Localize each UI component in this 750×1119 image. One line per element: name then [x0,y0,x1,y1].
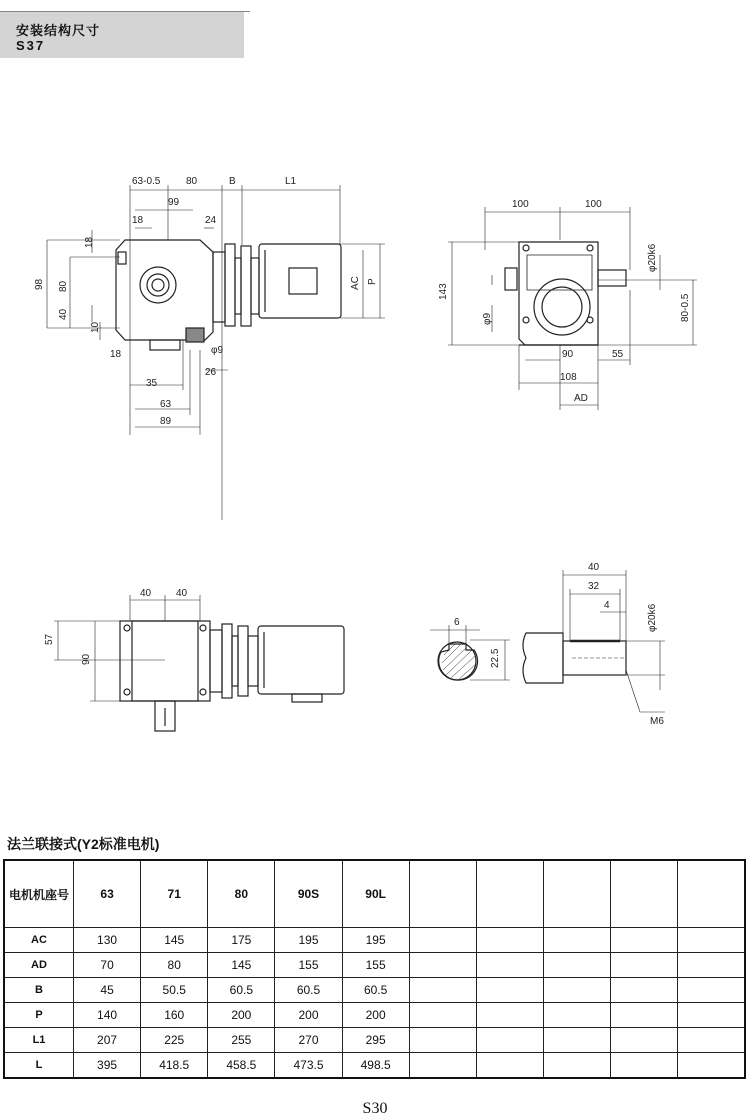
row-label: L [4,1053,74,1079]
shaft-section-drawing [438,642,478,680]
table-cell: 295 [342,1028,409,1053]
table-cell [543,978,610,1003]
table-cell: 160 [141,1003,208,1028]
svg-text:φ20k6: φ20k6 [647,243,658,272]
table-cell [409,978,476,1003]
svg-text:80-0.5: 80-0.5 [680,293,691,322]
svg-text:80: 80 [58,280,69,292]
table-cell: 155 [275,953,342,978]
table-cell: 45 [74,978,141,1003]
table-cell [409,1028,476,1053]
table-cell: 395 [74,1053,141,1079]
table-cell [543,1053,610,1079]
svg-text:24: 24 [205,215,217,226]
svg-text:40: 40 [58,308,69,320]
page-number: S30 [362,1100,388,1117]
table-cell [409,1003,476,1028]
svg-text:80: 80 [186,176,198,187]
table-cell: 200 [208,1003,275,1028]
table-cell [476,978,543,1003]
svg-text:M6: M6 [650,716,664,727]
svg-text:18: 18 [84,236,95,248]
table-header-row [4,860,745,928]
table-cell [678,978,745,1003]
table-cell: 473.5 [275,1053,342,1079]
table-cell [611,1028,678,1053]
svg-text:10: 10 [90,321,101,333]
row-label: P [4,1003,74,1028]
table-cell: 80 [141,953,208,978]
table-cell: 175 [208,928,275,953]
row-label: AC [4,928,74,953]
column-header: 63 [74,860,141,928]
svg-text:AD: AD [574,393,588,404]
table-cell: 60.5 [342,978,409,1003]
table-row [4,928,745,953]
table-cell: 60.5 [275,978,342,1003]
table-cell: 155 [342,953,409,978]
table-row [4,953,745,978]
svg-text:108: 108 [560,372,577,383]
svg-text:18: 18 [110,349,122,360]
svg-text:89: 89 [160,416,172,427]
table-cell [611,978,678,1003]
svg-text:100: 100 [512,199,529,210]
column-header: 71 [141,860,208,928]
table-cell: 225 [141,1028,208,1053]
side-view-dimensions [438,199,697,410]
svg-text:B: B [229,176,236,187]
table-cell [611,928,678,953]
column-header [476,860,543,928]
table-cell [678,1053,745,1079]
column-header: 90S [275,860,342,928]
table-cell: 200 [342,1003,409,1028]
row-label: B [4,978,74,1003]
svg-text:99: 99 [168,197,180,208]
svg-text:90: 90 [562,349,574,360]
top-view-dimensions [44,588,200,701]
table-cell: 207 [74,1028,141,1053]
table-cell [611,1053,678,1079]
table-cell [678,953,745,978]
table-cell: 270 [275,1028,342,1053]
svg-text:26: 26 [205,367,217,378]
svg-text:32: 32 [588,581,600,592]
shaft-detail-dimensions [563,562,665,727]
table-cell: 50.5 [141,978,208,1003]
table-cell [678,1028,745,1053]
side-view-drawing [505,242,626,345]
column-header: 90L [342,860,409,928]
svg-text:φ9: φ9 [482,312,493,325]
dimension-table [3,859,746,1079]
svg-text:P: P [367,278,378,285]
table-cell: 60.5 [208,978,275,1003]
section-title: 安装结构尺寸 [16,23,101,38]
table-cell: 145 [208,953,275,978]
table-cell [476,928,543,953]
svg-text:φ20k6: φ20k6 [647,603,658,632]
table-cell [409,928,476,953]
shaft-detail-drawing [523,633,626,683]
table-cell: 195 [342,928,409,953]
row-label: L1 [4,1028,74,1053]
svg-text:55: 55 [612,349,624,360]
column-header [409,860,476,928]
front-view-dimensions [34,176,385,520]
table-cell [476,1003,543,1028]
row-label: AD [4,953,74,978]
svg-text:40: 40 [176,588,188,599]
column-header [678,860,745,928]
table-row [4,1003,745,1028]
svg-text:6: 6 [454,617,460,628]
table-cell: 418.5 [141,1053,208,1079]
svg-text:4: 4 [604,600,610,611]
table-cell: 498.5 [342,1053,409,1079]
svg-text:φ9: φ9 [211,345,224,356]
table-cell [678,928,745,953]
svg-text:90: 90 [81,653,92,665]
svg-text:100: 100 [585,199,602,210]
top-view-drawing [120,621,344,731]
table-cell [611,953,678,978]
column-header: 80 [208,860,275,928]
table-cell [543,928,610,953]
table-cell [476,953,543,978]
column-header [611,860,678,928]
table-cell [543,1028,610,1053]
table-cell [409,1053,476,1079]
table-row [4,978,745,1003]
table-cell: 458.5 [208,1053,275,1079]
svg-text:63: 63 [160,399,172,410]
table-cell [409,953,476,978]
table-cell [678,1003,745,1028]
svg-text:22.5: 22.5 [490,648,501,668]
svg-text:L1: L1 [285,176,297,187]
svg-text:18: 18 [132,215,144,226]
table-cell: 145 [141,928,208,953]
svg-text:40: 40 [140,588,152,599]
svg-text:AC: AC [350,276,361,290]
table-cell [611,1003,678,1028]
table-cell [543,953,610,978]
table-cell: 130 [74,928,141,953]
table-cell [476,1053,543,1079]
table-cell [543,1003,610,1028]
model-code: S37 [16,38,46,53]
table-cell: 200 [275,1003,342,1028]
table-cell [476,1028,543,1053]
svg-text:57: 57 [44,633,55,645]
svg-text:143: 143 [438,283,449,300]
table-cell: 70 [74,953,141,978]
table-cell: 255 [208,1028,275,1053]
table-cell: 195 [275,928,342,953]
table-cell: 140 [74,1003,141,1028]
column-header [543,860,610,928]
svg-text:35: 35 [146,378,158,389]
table-row [4,1028,745,1053]
svg-text:40: 40 [588,562,600,573]
header-label: 电机机座号 [4,860,74,928]
table-title: 法兰联接式(Y2标准电机) [7,836,160,852]
svg-text:98: 98 [34,278,45,290]
svg-text:63-0.5: 63-0.5 [132,176,161,187]
front-view-drawing [116,240,341,350]
table-row [4,1053,745,1079]
